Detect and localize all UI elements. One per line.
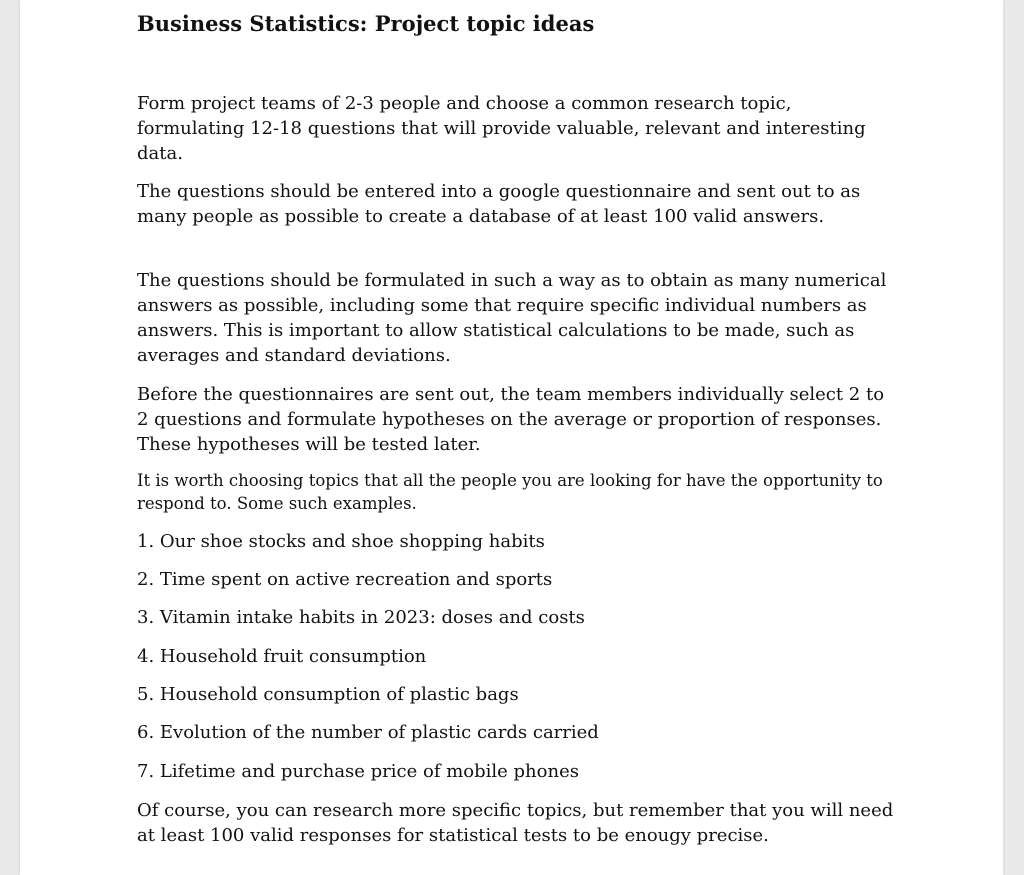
list-item: 2. Time spent on active recreation and sports	[137, 569, 553, 590]
paragraph-closing: Of course, you can research more specific topics, but remember that you will need at least 100 valid responses for statistical tests to be enougy precise.	[137, 800, 894, 846]
list-item: 6. Evolution of the number of plastic cards carried	[137, 722, 599, 743]
paragraph-questionnaire: The questions should be entered into a google questionnaire and sent out to as many people as possible to create a database of at least 100 valid answers.	[137, 181, 861, 227]
list-item: 7. Lifetime and purchase price of mobile phones	[137, 761, 579, 782]
list-item: 4. Household fruit consumption	[137, 646, 427, 667]
paragraph-question-format: The questions should be formulated in such a way as to obtain as many numerical answers as possible, including some that require specific individual numbers as answers. This is important to allow statistical calculations to be made, such as averages and standard deviations.	[137, 270, 887, 366]
paragraph-team-formation: Form project teams of 2-3 people and choose a common research topic, formulating 12-18 questions that will provide valuable, relevant and interesting data.	[137, 93, 866, 164]
document-page	[20, 0, 1003, 875]
list-item: 1. Our shoe stocks and shoe shopping habits	[137, 531, 545, 552]
list-item: 5. Household consumption of plastic bags	[137, 684, 519, 705]
document-title: Business Statistics: Project topic ideas	[137, 11, 595, 36]
paragraph-topic-intro: It is worth choosing topics that all the people you are looking for have the opportunity to respond to. Some such examples.	[137, 471, 883, 513]
list-item: 3. Vitamin intake habits in 2023: doses and costs	[137, 607, 585, 628]
paragraph-hypotheses: Before the questionnaires are sent out, the team members individually select 2 to 2 questions and formulate hypotheses on the average or proportion of responses. These hypotheses will be tested later.	[137, 384, 885, 455]
